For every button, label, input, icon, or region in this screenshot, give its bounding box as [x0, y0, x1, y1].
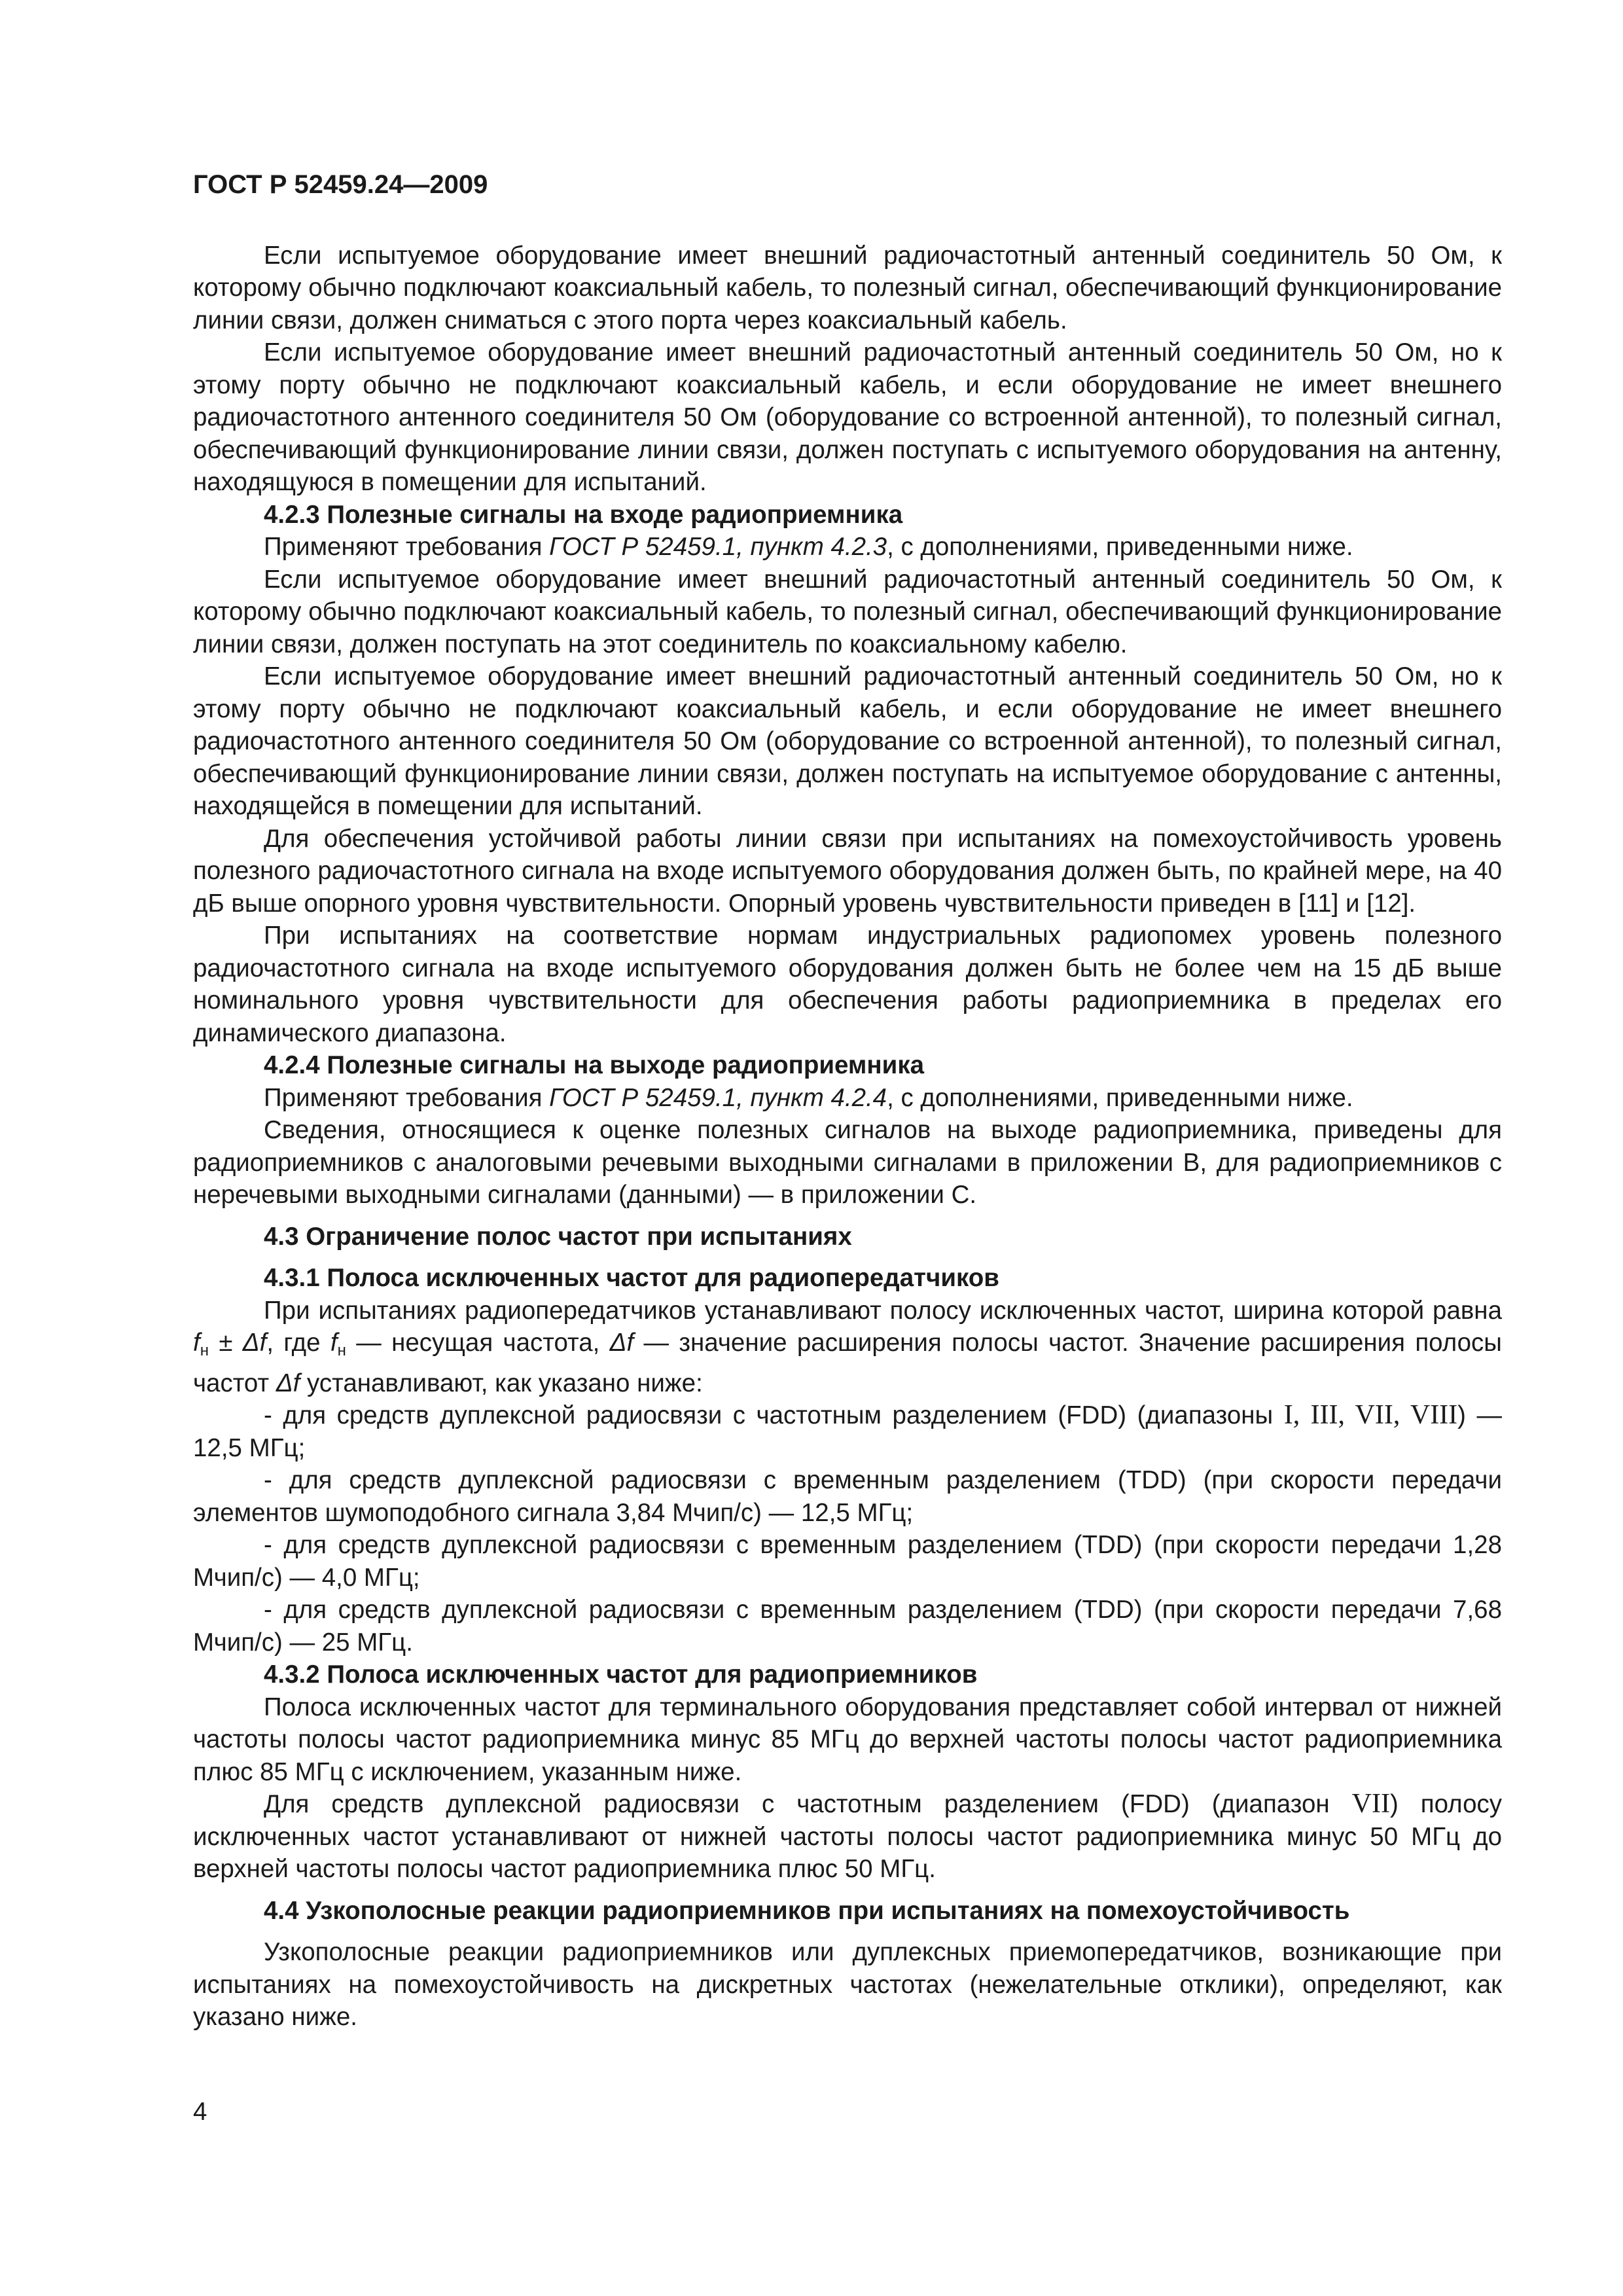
- paragraph: Применяют требования ГОСТ Р 52459.1, пункт 4.2.4, с дополнениями, приведенными ниже.: [264, 1083, 1353, 1112]
- paragraph: Узкополосные реакции радиоприемников или дуплексных приемопередатчиков, возникающие при испытаниях на помехоустойчивость на дискретных частотах (нежелательные отклики), определяют, как указано ниже.: [193, 1938, 1502, 2031]
- list-item: - для средств дуплексной радиосвязи с частотным разделением (FDD) (диапазоны I, III, VII, VIII) — 12,5 МГц;: [193, 1400, 1502, 1462]
- paragraph: Применяют требования ГОСТ Р 52459.1, пункт 4.2.3, с дополнениями, приведенными ниже.: [264, 533, 1353, 561]
- section-heading-4-3-2: 4.3.2 Полоса исключенных частот для радиоприемников: [264, 1660, 978, 1689]
- paragraph: Для обеспечения устойчивой работы линии связи при испытаниях на помехоустойчивость уровень полезного радиочастотного сигнала на входе испытуемого оборудования должен быть, по крайней мере, на 40 дБ выше опорного уровня чувствительности. Опорный уровень чувствительности приведен в [11] и [12].: [193, 824, 1502, 918]
- paragraph: Если испытуемое оборудование имеет внешний радиочастотный антенный соединитель 50 Ом, к которому обычно подключают коаксиальный кабель, то полезный сигнал, обеспечивающий функционирование линии связи, должен сниматься с этого порта через коаксиальный кабель.: [193, 241, 1502, 334]
- section-heading-4-2-3: 4.2.3 Полезные сигналы на входе радиоприемника: [264, 500, 903, 529]
- document-page: [193, 169, 1502, 2034]
- list-item: - для средств дуплексной радиосвязи с временным разделением (TDD) (при скорости передачи 7,68 Мчип/с) — 25 МГц.: [193, 1596, 1502, 1657]
- section-heading-4-4: 4.4 Узкополосные реакции радиоприемников при испытаниях на помехоустойчивость: [264, 1896, 1350, 1925]
- paragraph: Для средств дуплексной радиосвязи с частотным разделением (FDD) (диапазон VII) полосу исключенных частот устанавливают от нижней частоты полосы частот радиоприемника минус 50 МГц до верхней частоты полосы частот радиоприемника плюс 50 МГц.: [193, 1789, 1502, 1883]
- paragraph: Полоса исключенных частот для терминального оборудования представляет собой интервал от нижней частоты полосы частот радиоприемника минус 85 МГц до верхней частоты полосы частот радиоприемника плюс 85 МГц с исключением, указанным ниже.: [193, 1693, 1502, 1786]
- paragraph: Если испытуемое оборудование имеет внешний радиочастотный антенный соединитель 50 Ом, к которому обычно подключают коаксиальный кабель, то полезный сигнал, обеспечивающий функционирование линии связи, должен поступать на этот соединитель по коаксиальному кабелю.: [193, 565, 1502, 658]
- section-heading-4-3-1: 4.3.1 Полоса исключенных частот для радиопередатчиков: [264, 1264, 999, 1292]
- paragraph: Сведения, относящиеся к оценке полезных сигналов на выходе радиоприемника, приведены для радиоприемников с аналоговыми речевыми выходными сигналами в приложении В, для радиоприемников с неречевыми выходными сигналами (данными) — в приложении С.: [193, 1116, 1502, 1209]
- section-heading-4-2-4: 4.2.4 Полезные сигналы на выходе радиоприемника: [264, 1051, 925, 1079]
- paragraph: При испытаниях радиопередатчиков устанавливают полосу исключенных частот, ширина которой равна $f_н \pm \Delta f$, где $f_н$ — несущая частота, Δf — значение расширения полосы частот. Значение расширения полосы частот Δf устанавливают, как указано ниже:: [193, 1296, 1502, 1397]
- standard-reference: ГОСТ Р 52459.1, пункт 4.2.3: [549, 533, 887, 561]
- standard-reference: ГОСТ Р 52459.1, пункт 4.2.4: [549, 1083, 887, 1112]
- list-item: - для средств дуплексной радиосвязи с временным разделением (TDD) (при скорости передачи 1,28 Мчип/с) — 4,0 МГц;: [193, 1531, 1502, 1592]
- section-heading-4-3: 4.3 Ограничение полос частот при испытаниях: [264, 1222, 852, 1251]
- paragraph: Если испытуемое оборудование имеет внешний радиочастотный антенный соединитель 50 Ом, но к этому порту обычно не подключают коаксиальный кабель, и если оборудование не имеет внешнего радиочастотного антенного соединителя 50 Ом (оборудование со встроенной антенной), то полезный сигнал, обеспечивающий функционирование линии связи, должен поступать на испытуемое оборудование с антенны, находящейся в помещении для испытаний.: [193, 662, 1502, 820]
- page-number: 4: [193, 2098, 207, 2126]
- document-header: ГОСТ Р 52459.24—2009: [193, 170, 488, 199]
- paragraph: При испытаниях на соответствие нормам индустриальных радиопомех уровень полезного радиочастотного сигнала на входе испытуемого оборудования должен быть не более чем на 15 дБ выше номинального уровня чувствительности для обеспечения работы радиоприемника в пределах его динамического диапазона.: [193, 922, 1502, 1047]
- list-item: - для средств дуплексной радиосвязи с временным разделением (TDD) (при скорости передачи элементов шумоподобного сигнала 3,84 Мчип/с) — 12,5 МГц;: [193, 1466, 1502, 1527]
- paragraph: Если испытуемое оборудование имеет внешний радиочастотный антенный соединитель 50 Ом, но к этому порту обычно не подключают коаксиальный кабель, и если оборудование не имеет внешнего радиочастотного антенного соединителя 50 Ом (оборудование со встроенной антенной), то полезный сигнал, обеспечивающий функционирование линии связи, должен поступать с испытуемого оборудования на антенну, находящуюся в помещении для испытаний.: [193, 338, 1502, 496]
